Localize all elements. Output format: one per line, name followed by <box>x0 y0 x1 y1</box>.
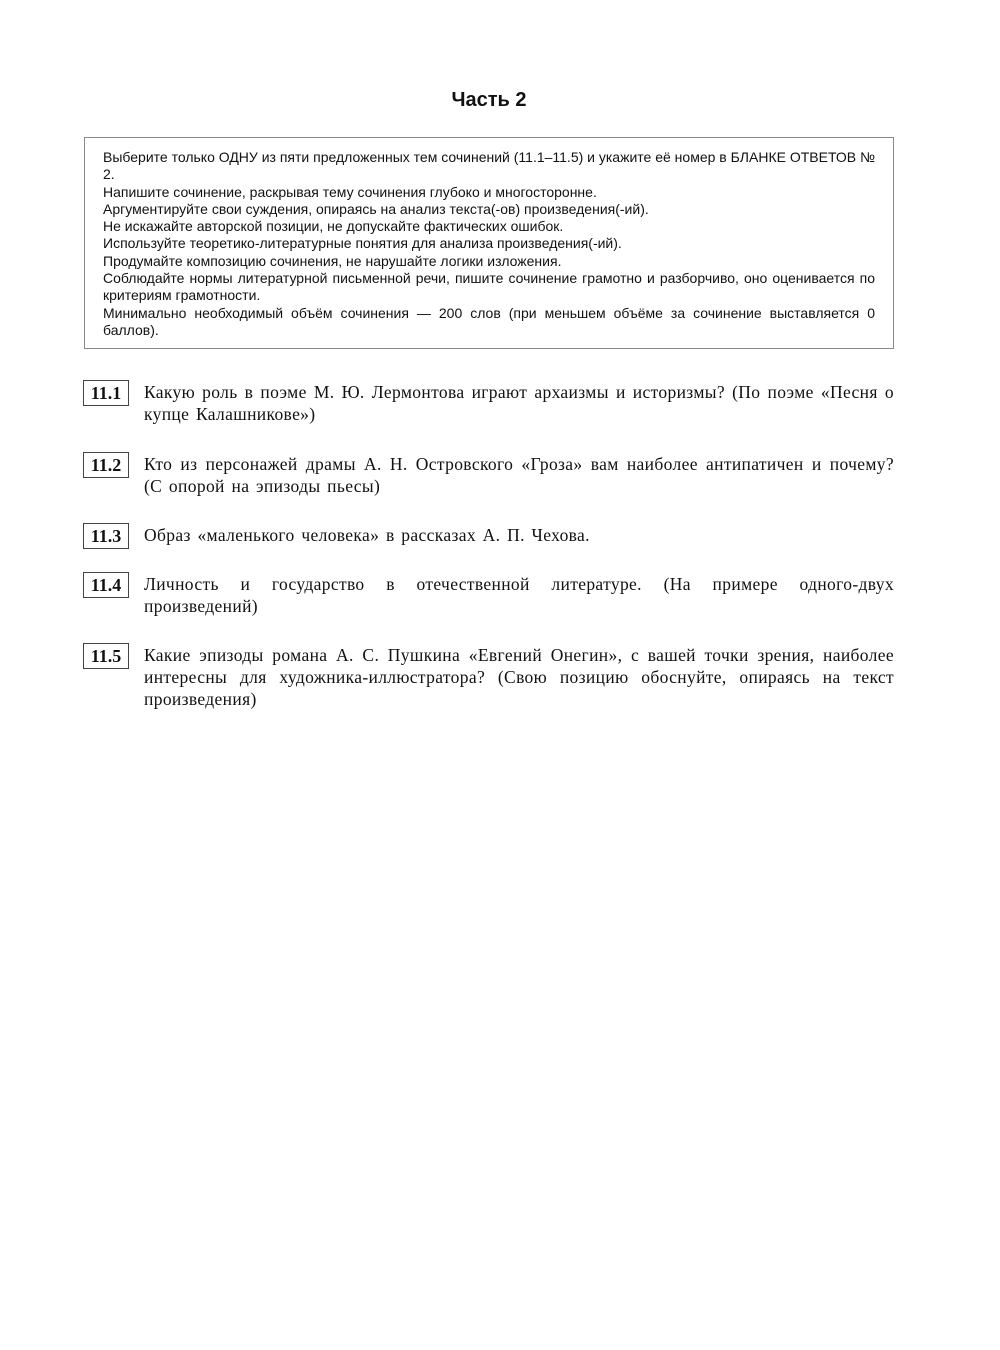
topic-number-box: 11.3 <box>83 523 129 549</box>
page-title: Часть 2 <box>451 89 527 111</box>
topic-number-box: 11.4 <box>83 572 129 598</box>
instruction-line: Минимально необходимый объём сочинения — 200 слов (при меньшем объёме за сочинение выставляется 0 баллов). <box>103 304 875 338</box>
instruction-line: Соблюдайте нормы литературной письменной речи, пишите сочинение грамотно и разборчиво, оно оценивается по критериям грамотности. <box>103 270 875 304</box>
instruction-line: Продумайте композицию сочинения, не нарушайте логики изложения. <box>103 252 562 269</box>
instruction-line: Аргументируйте свои суждения, опираясь на анализ текста(-ов) произведения(-ий). <box>103 200 649 217</box>
topic-number-box: 11.2 <box>83 452 129 478</box>
topic-text: Кто из персонажей драмы А. Н. Островского «Гроза» вам наиболее антипатичен и почему? (С опорой на эпизоды пьесы) <box>144 454 894 496</box>
instruction-line: Напишите сочинение, раскрывая тему сочинения глубоко и многосторонне. <box>103 183 597 200</box>
topic-text: Какую роль в поэме М. Ю. Лермонтова играют архаизмы и историзмы? (По поэме «Песня о купце Калашникове») <box>144 382 894 424</box>
instructions-box <box>84 137 894 349</box>
topic-number-box: 11.1 <box>83 380 129 406</box>
topic-text: Образ «маленького человека» в рассказах А. П. Чехова. <box>144 525 590 545</box>
instruction-line: Не искажайте авторской позиции, не допускайте фактических ошибок. <box>103 218 564 235</box>
topic-text: Личность и государство в отечественной литературе. (На примере одного-двух произведений) <box>144 574 894 616</box>
topic-text: Какие эпизоды романа А. С. Пушкина «Евгений Онегин», с вашей точки зрения, наиболее интересны для художника-иллюстратора? (Свою позицию обоснуйте, опираясь на текст произведения) <box>144 645 894 709</box>
instruction-line: Используйте теоретико-литературные понятия для анализа произведения(-ий). <box>103 235 622 252</box>
topic-number-box: 11.5 <box>83 643 129 669</box>
instruction-line: Выберите только ОДНУ из пяти предложенных тем сочинений (11.1–11.5) и укажите её номер в БЛАНКЕ ОТВЕТОВ № 2. <box>103 149 875 183</box>
